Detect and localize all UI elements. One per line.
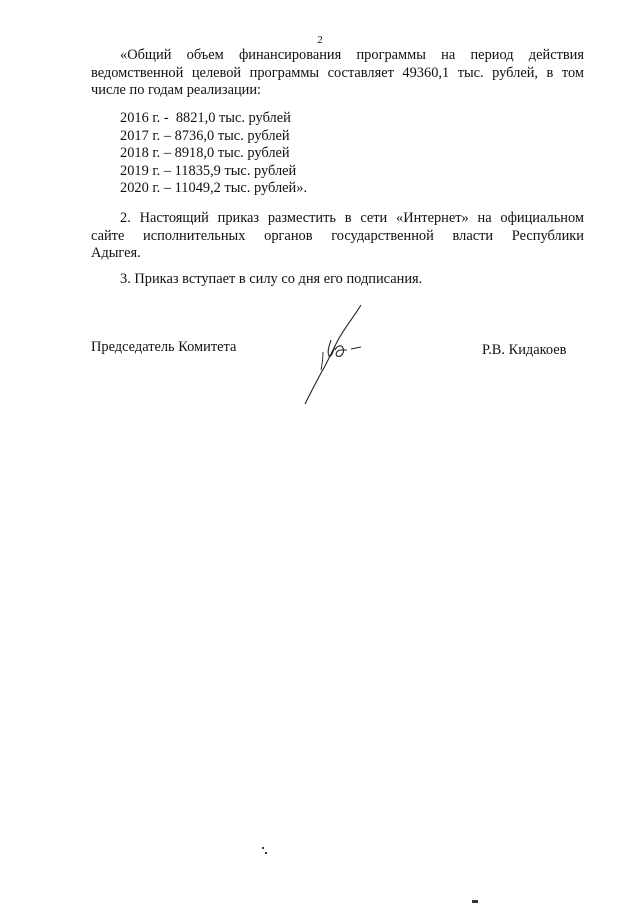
signatory-position: Председатель Комитета [91, 339, 237, 355]
publication-line-3: Адыгея. [91, 245, 141, 262]
financing-line-1: «Общий объем финансирования программы на период действия [120, 47, 584, 63]
yearly-financing-list [120, 110, 307, 198]
year-item-2017: 2017 г. – 8736,0 тыс. рублей [120, 127, 290, 144]
scan-speck [265, 852, 267, 854]
publication-line-1: 2. Настоящий приказ разместить в сети «Интернет» на официальном [120, 210, 584, 226]
scan-speck [262, 847, 264, 849]
year-item-2019: 2019 г. – 11835,9 тыс. рублей [120, 162, 297, 179]
effective-date-paragraph: 3. Приказ вступает в силу со дня его подписания. [120, 271, 423, 287]
financing-line-2: ведомственной целевой программы составляет 49360,1 тыс. рублей, в том [91, 64, 584, 81]
year-item-2020: 2020 г. – 11049,2 тыс. рублей». [120, 180, 308, 197]
page-number: 2 [317, 34, 323, 46]
signatory-name: Р.В. Кидакоев [482, 342, 567, 358]
year-item-2018: 2018 г. – 8918,0 тыс. рублей [120, 145, 290, 162]
financing-paragraph [91, 47, 584, 100]
handwritten-signature [295, 300, 375, 410]
publication-paragraph [91, 210, 584, 263]
year-item-2016: 2016 г. - 8821,0 тыс. рублей [120, 110, 291, 126]
scan-speck [472, 900, 478, 903]
publication-line-2: сайте исполнительных органов государственной власти Республики [91, 227, 584, 244]
financing-line-3: числе по годам реализации: [91, 82, 262, 99]
